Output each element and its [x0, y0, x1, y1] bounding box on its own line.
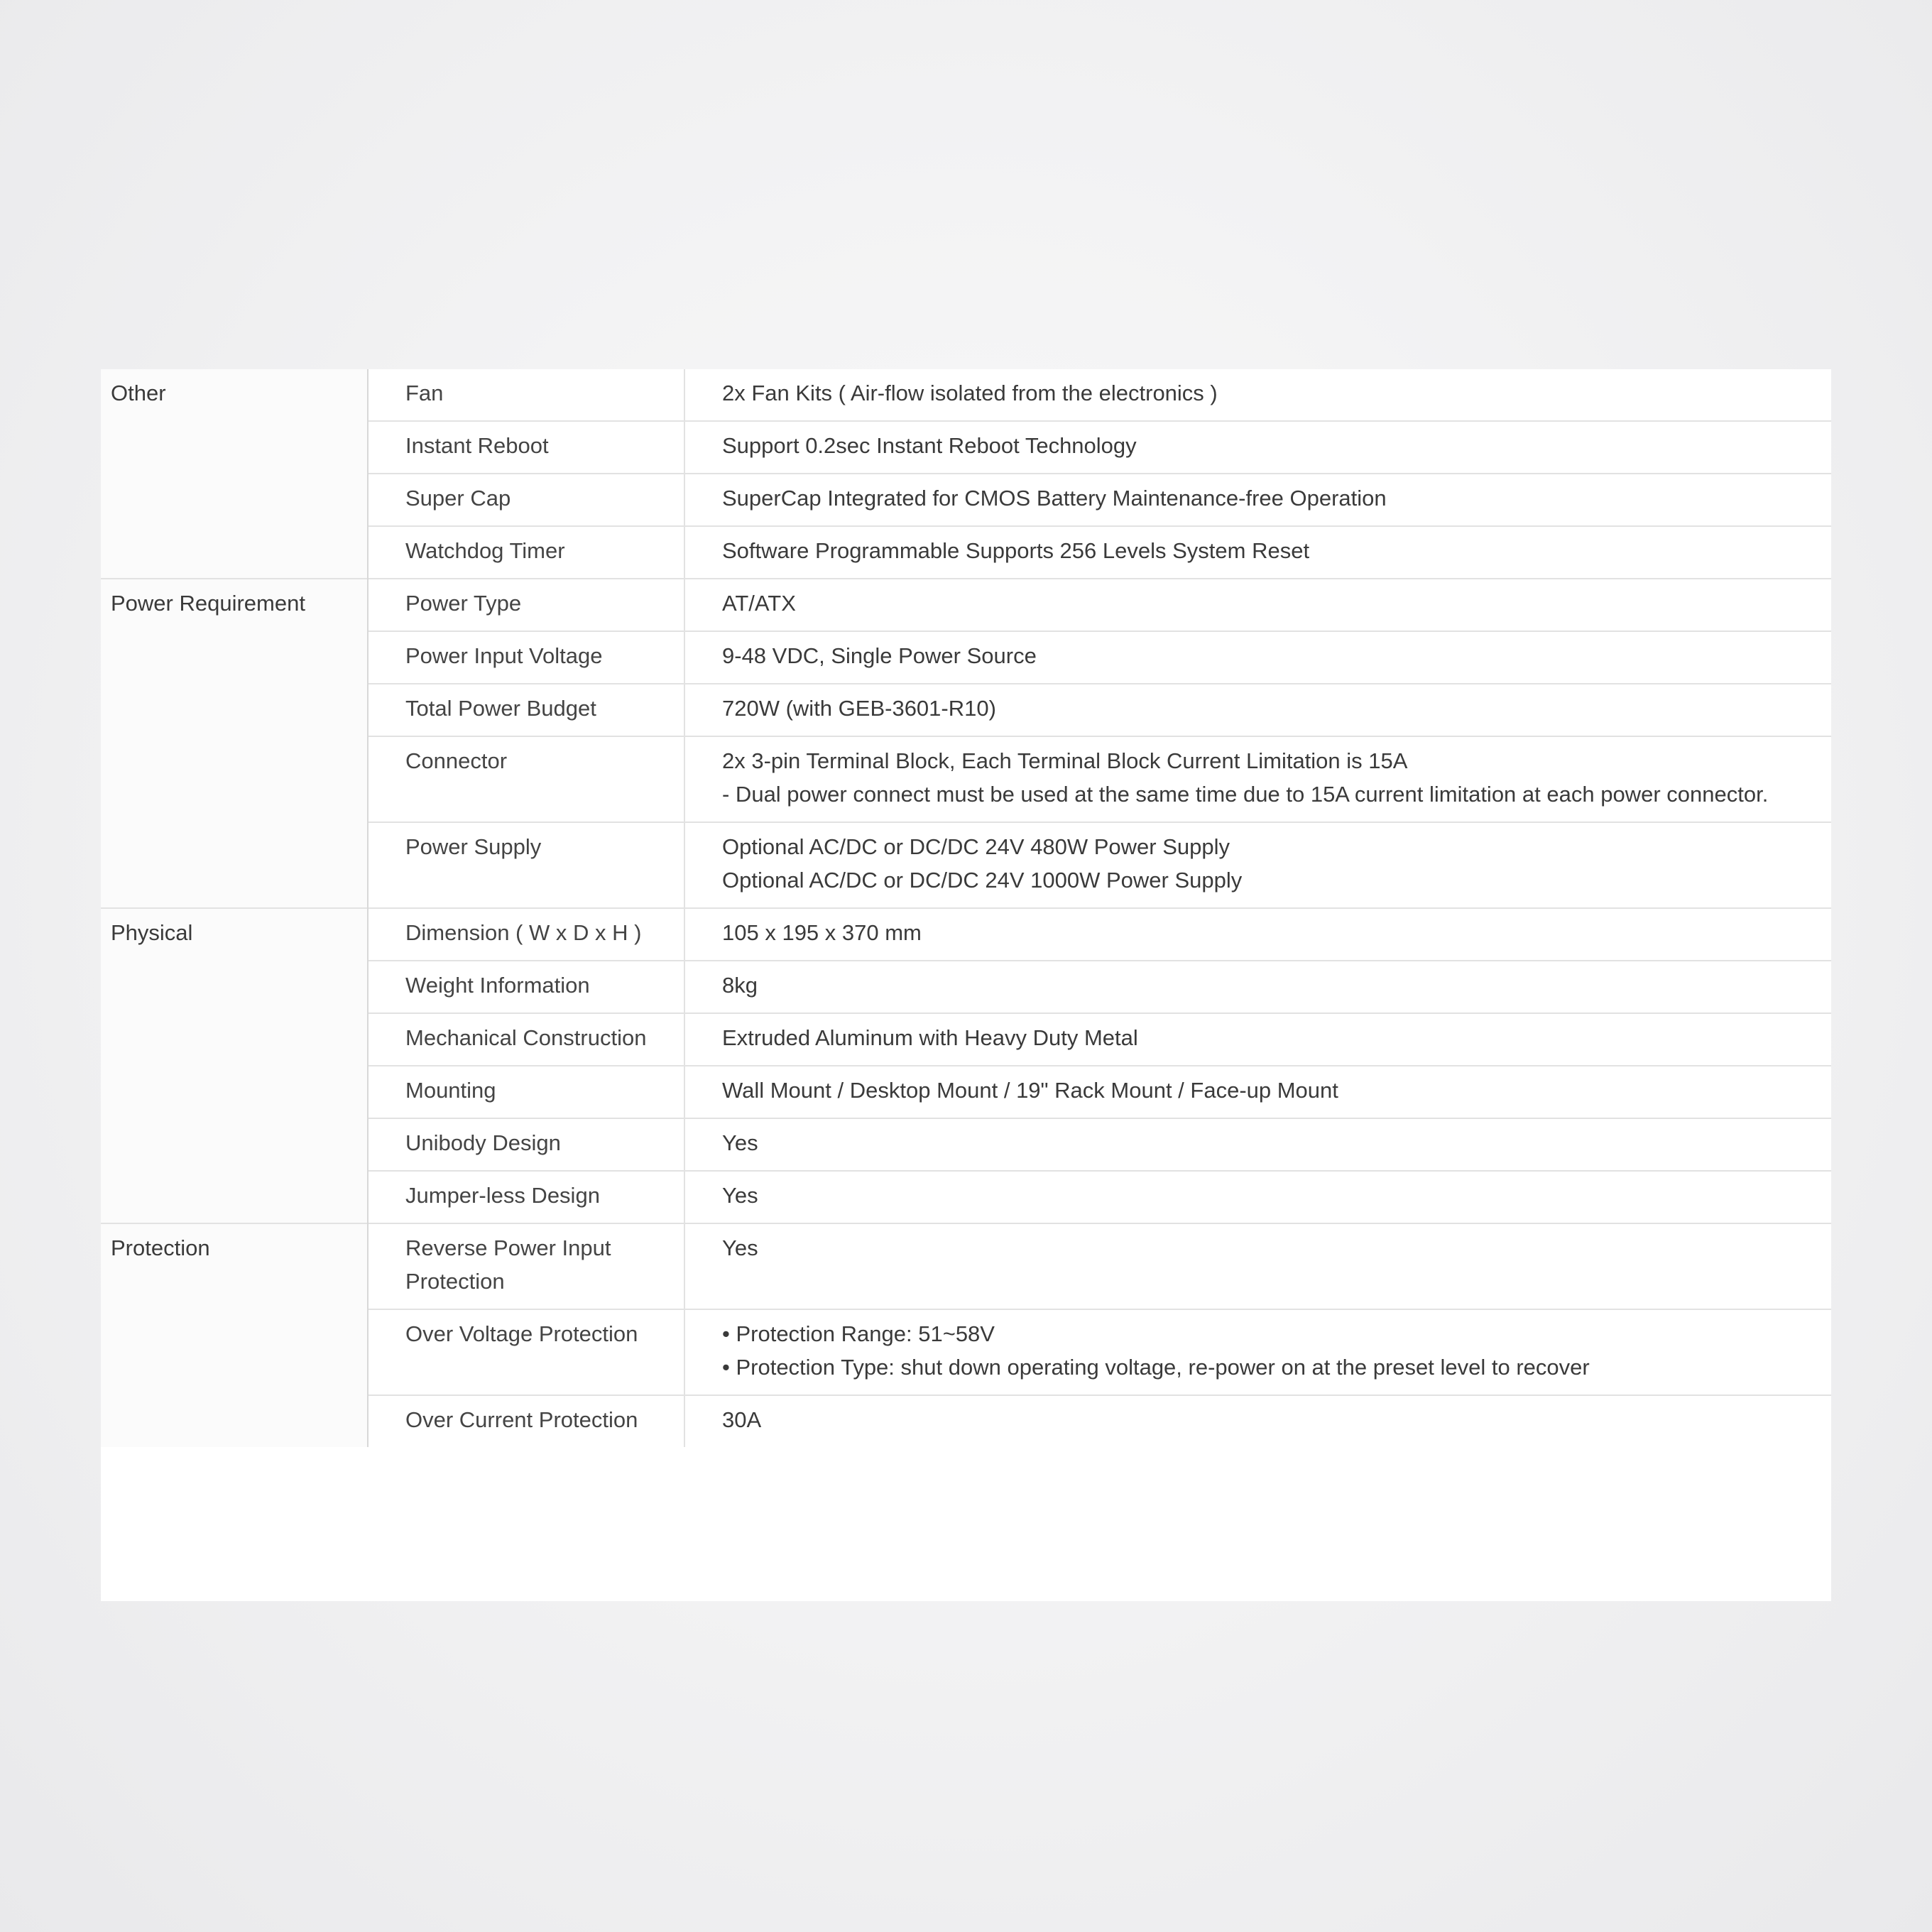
spec-value-cell: [684, 421, 1831, 474]
spec-value-line: Yes: [722, 1130, 758, 1155]
spec-value-cell: [684, 822, 1831, 908]
spec-value-line: 30A: [722, 1407, 762, 1432]
spec-value-line: Software Programmable Supports 256 Levels System Reset: [722, 538, 1310, 563]
spec-row-power-type: [101, 579, 1831, 631]
spec-value-cell: [684, 684, 1831, 736]
spec-value-line: • Protection Type: shut down operating voltage, re-power on at the preset level to recover: [722, 1355, 1590, 1380]
spec-row-fan: [101, 369, 1831, 421]
spec-feature-label: Power Supply: [368, 822, 684, 908]
spec-value-cell: [684, 1223, 1831, 1309]
spec-feature-label: Over Voltage Protection: [368, 1309, 684, 1395]
spec-feature-label: Reverse Power Input Protection: [368, 1223, 684, 1309]
spec-feature-label: Instant Reboot: [368, 421, 684, 474]
spec-value-line: 2x 3-pin Terminal Block, Each Terminal Block Current Limitation is 15A: [722, 748, 1408, 773]
spec-feature-label: Over Current Protection: [368, 1395, 684, 1447]
spec-value-cell: [684, 1066, 1831, 1118]
spec-group-power-requirement: Power Requirement: [101, 579, 368, 908]
spec-value-cell: [684, 961, 1831, 1013]
spec-value-line: 9-48 VDC, Single Power Source: [722, 643, 1037, 668]
spec-value-cell: [684, 908, 1831, 961]
spec-value-line: Optional AC/DC or DC/DC 24V 480W Power Supply: [722, 834, 1230, 859]
spec-feature-label: Power Input Voltage: [368, 631, 684, 684]
spec-value-line: 8kg: [722, 973, 758, 998]
spec-feature-label: Super Cap: [368, 474, 684, 526]
spec-value-line: SuperCap Integrated for CMOS Battery Maintenance-free Operation: [722, 486, 1387, 511]
spec-feature-label: Power Type: [368, 579, 684, 631]
spec-value-cell: [684, 579, 1831, 631]
spec-value-line: Optional AC/DC or DC/DC 24V 1000W Power Supply: [722, 868, 1243, 893]
spec-group-protection: Protection: [101, 1223, 368, 1447]
spec-value-line: 105 x 195 x 370 mm: [722, 920, 922, 945]
spec-value-cell: [684, 369, 1831, 421]
spec-feature-label: Fan: [368, 369, 684, 421]
spec-feature-label: Connector: [368, 736, 684, 822]
spec-value-cell: [684, 736, 1831, 822]
spec-value-line: 2x Fan Kits ( Air-flow isolated from the electronics ): [722, 381, 1218, 405]
spec-value-cell: [684, 1395, 1831, 1447]
spec-value-cell: [684, 474, 1831, 526]
spec-feature-label: Total Power Budget: [368, 684, 684, 736]
spec-feature-label: Watchdog Timer: [368, 526, 684, 579]
spec-value-line: - Dual power connect must be used at the same time due to 15A current limitation at each power connector.: [722, 782, 1769, 807]
spec-feature-label: Mounting: [368, 1066, 684, 1118]
spec-row-dimension-w-x-d-x-h: [101, 908, 1831, 961]
spec-value-line: 720W (with GEB-3601-R10): [722, 696, 996, 721]
spec-table: [101, 369, 1831, 1447]
spec-value-line: Support 0.2sec Instant Reboot Technology: [722, 433, 1137, 458]
spec-value-cell: [684, 631, 1831, 684]
spec-value-cell: [684, 526, 1831, 579]
spec-table-panel: [101, 369, 1831, 1601]
spec-value-cell: [684, 1013, 1831, 1066]
spec-feature-label: Weight Information: [368, 961, 684, 1013]
spec-feature-label: Unibody Design: [368, 1118, 684, 1171]
spec-row-reverse-power-input-protection: [101, 1223, 1831, 1309]
spec-value-cell: [684, 1118, 1831, 1171]
spec-value-line: Yes: [722, 1235, 758, 1260]
spec-feature-label: Jumper-less Design: [368, 1171, 684, 1223]
spec-feature-label: Mechanical Construction: [368, 1013, 684, 1066]
spec-value-cell: [684, 1309, 1831, 1395]
spec-value-line: Extruded Aluminum with Heavy Duty Metal: [722, 1025, 1138, 1050]
spec-value-line: Yes: [722, 1183, 758, 1208]
spec-group-physical: Physical: [101, 908, 368, 1223]
spec-group-other: Other: [101, 369, 368, 579]
spec-value-line: Wall Mount / Desktop Mount / 19" Rack Mount / Face-up Mount: [722, 1078, 1338, 1103]
spec-value-line: • Protection Range: 51~58V: [722, 1321, 995, 1346]
spec-value-cell: [684, 1171, 1831, 1223]
spec-feature-label: Dimension ( W x D x H ): [368, 908, 684, 961]
spec-value-line: AT/ATX: [722, 591, 796, 616]
